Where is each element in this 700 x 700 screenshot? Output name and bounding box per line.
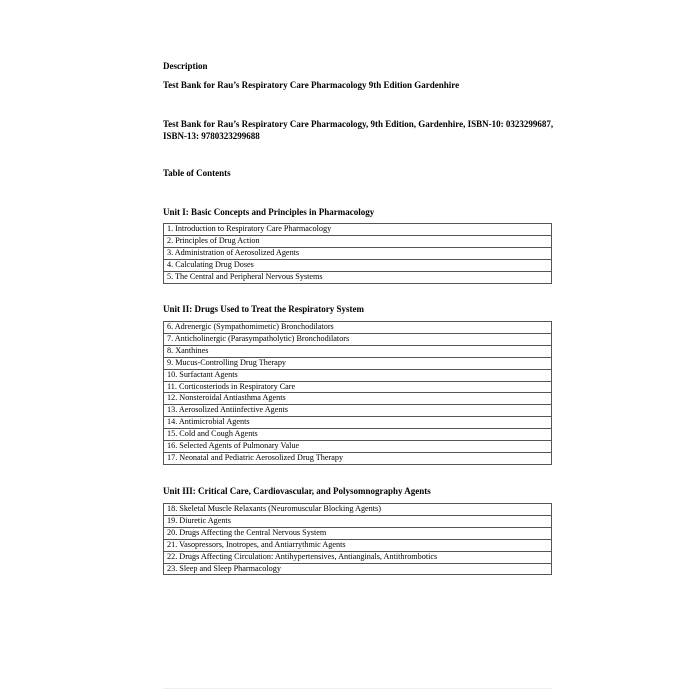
chapter-cell: 15. Cold and Cough Agents (164, 429, 552, 441)
table-row (164, 247, 552, 259)
table-row (164, 381, 552, 393)
table-row (164, 539, 552, 551)
table-row (164, 369, 552, 381)
chapter-cell: 1. Introduction to Respiratory Care Pharmacology (164, 224, 552, 236)
table-row (164, 452, 552, 464)
table-row (164, 259, 552, 271)
chapter-cell: 17. Neonatal and Pediatric Aerosolized Drug Therapy (164, 452, 552, 464)
table-row (164, 563, 552, 575)
page-edge-divider (163, 688, 552, 689)
chapter-cell: 5. The Central and Peripheral Nervous Systems (164, 271, 552, 283)
chapter-cell: 23. Sleep and Sleep Pharmacology (164, 563, 552, 575)
description-label: Description (163, 61, 208, 71)
unit-2-heading: Unit II: Drugs Used to Treat the Respiratory System (163, 304, 364, 314)
chapter-cell: 8. Xanthines (164, 345, 552, 357)
chapter-cell: 7. Anticholinergic (Parasympatholytic) Bronchodilators (164, 333, 552, 345)
table-row (164, 393, 552, 405)
table-row (164, 551, 552, 563)
chapter-cell: 3. Administration of Aerosolized Agents (164, 247, 552, 259)
toc-label: Table of Contents (163, 168, 231, 178)
table-row (164, 417, 552, 429)
unit-1-heading: Unit I: Basic Concepts and Principles in Pharmacology (163, 207, 375, 217)
chapter-cell: 11. Corticosteriods in Respiratory Care (164, 381, 552, 393)
chapter-cell: 10. Surfactant Agents (164, 369, 552, 381)
table-row (164, 515, 552, 527)
chapter-cell: 12. Nonsteroidal Antiasthma Agents (164, 393, 552, 405)
unit-1-table (163, 223, 552, 284)
title-line: Test Bank for Rau’s Respiratory Care Pharmacology 9th Edition Gardenhire (163, 80, 460, 90)
unit-2-table (163, 321, 552, 465)
table-row (164, 405, 552, 417)
chapter-cell: 4. Calculating Drug Doses (164, 259, 552, 271)
table-row (164, 235, 552, 247)
chapter-cell: 9. Mucus-Controlling Drug Therapy (164, 357, 552, 369)
chapter-cell: 2. Principles of Drug Action (164, 235, 552, 247)
table-row (164, 271, 552, 283)
table-row (164, 429, 552, 441)
chapter-cell: 20. Drugs Affecting the Central Nervous System (164, 527, 552, 539)
chapter-cell: 14. Antimicrobial Agents (164, 417, 552, 429)
unit-3-table (163, 503, 552, 575)
table-row (164, 441, 552, 453)
chapter-cell: 21. Vasopressors, Inotropes, and Antiarrythmic Agents (164, 539, 552, 551)
chapter-cell: 13. Aerosolized Antiinfective Agents (164, 405, 552, 417)
table-row (164, 322, 552, 334)
table-row (164, 224, 552, 236)
unit-3-heading: Unit III: Critical Care, Cardiovascular, and Polysomnography Agents (163, 486, 431, 496)
table-row (164, 345, 552, 357)
table-row (164, 333, 552, 345)
chapter-cell: 18. Skeletal Muscle Relaxants (Neuromuscular Blocking Agents) (164, 504, 552, 516)
full-title-isbn: Test Bank for Rau’s Respiratory Care Pharmacology, 9th Edition, Gardenhire, ISBN-10: 0323299687, ISBN-13: 9780323299688 (163, 119, 554, 141)
table-row (164, 357, 552, 369)
chapter-cell: 22. Drugs Affecting Circulation: Antihypertensives, Antianginals, Antithrombotics (164, 551, 552, 563)
chapter-cell: 6. Adrenergic (Sympathomimetic) Bronchodilators (164, 322, 552, 334)
chapter-cell: 19. Diuretic Agents (164, 515, 552, 527)
table-row (164, 504, 552, 516)
chapter-cell: 16. Selected Agents of Pulmonary Value (164, 441, 552, 453)
table-row (164, 527, 552, 539)
